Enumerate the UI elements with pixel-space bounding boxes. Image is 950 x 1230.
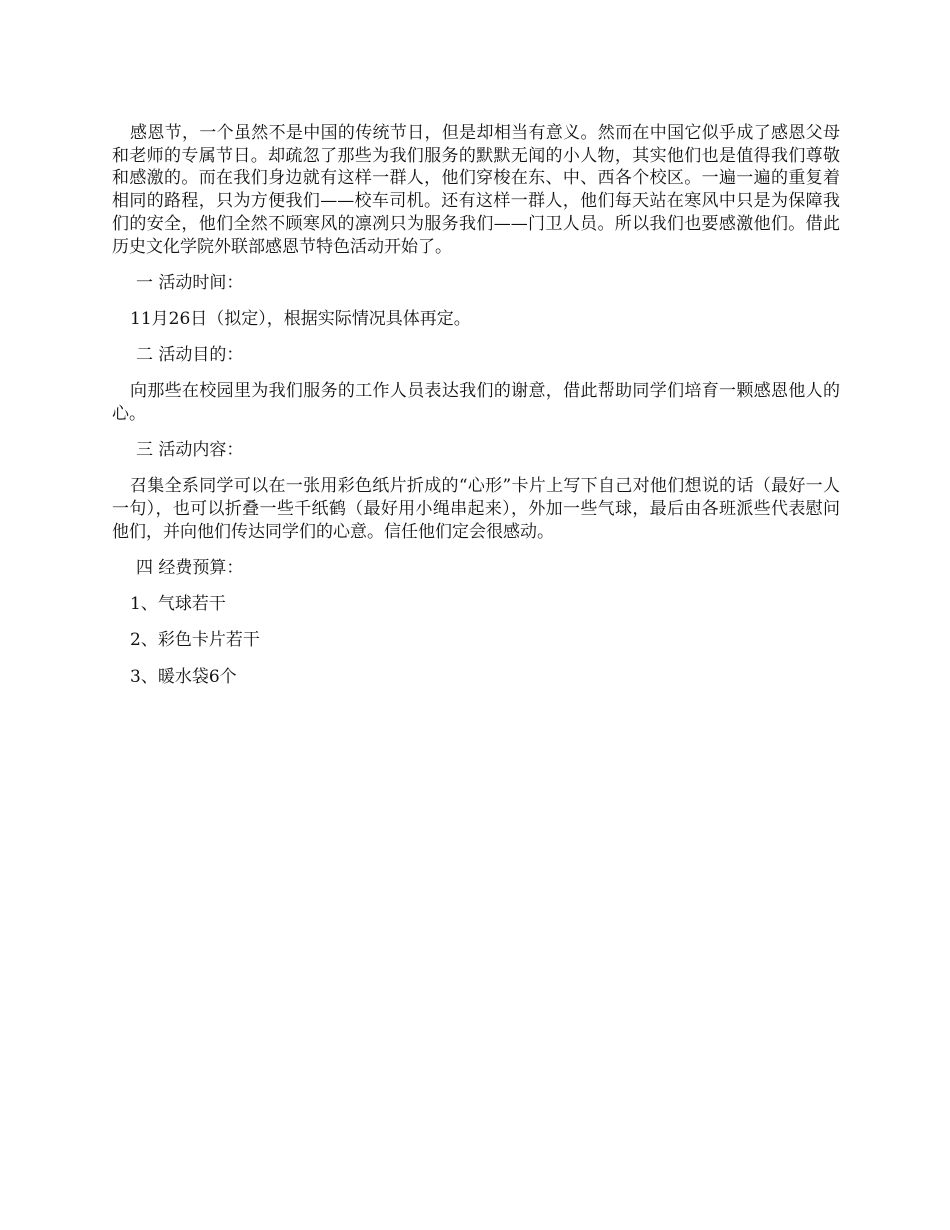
section-heading-time: 一 活动时间： [136,272,244,293]
budget-item: 3、暖水袋6个 [130,666,237,687]
section-body-content: 召集全系同学可以在一张用彩色纸片折成的“心形”卡片上写下自己对他们想说的话（最好一人一句），也可以折叠一些千纸鹤（最好用小绳串起来），外加一些气球，最后由各班派些代表慰问他们，并向他们传达同学们的心意。信任他们定会很感动。 [112,476,840,542]
budget-item: 2、彩色卡片若干 [130,630,260,651]
section-heading-content: 三 活动内容： [136,440,244,461]
section-body-time: 11月26日（拟定），根据实际情况具体再定。 [130,308,471,329]
section-body-purpose: 向那些在校园里为我们服务的工作人员表达我们的谢意，借此帮助同学们培育一颗感恩他人的心。 [112,381,840,425]
budget-item: 1、气球若干 [130,594,226,615]
document-page [112,122,840,702]
section-heading-budget: 四 经费预算： [136,558,244,579]
section-heading-purpose: 二 活动目的： [136,345,244,366]
intro-paragraph: 感恩节，一个虽然不是中国的传统节日，但是却相当有意义。然而在中国它似乎成了感恩父母和老师的专属节日。却疏忽了那些为我们服务的默默无闻的小人物，其实他们也是值得我们尊敬和感激的。而在我们身边就有这样一群人，他们穿梭在东、中、西各个校区。一遍一遍的重复着相同的路程，只为方便我们——校车司机。还有这样一群人，他们每天站在寒风中只是为保障我们的安全，他们全然不顾寒风的凛冽只为服务我们——门卫人员。所以我们也要感激他们。借此历史文化学院外联部感恩节特色活动开始了。 [112,123,840,257]
